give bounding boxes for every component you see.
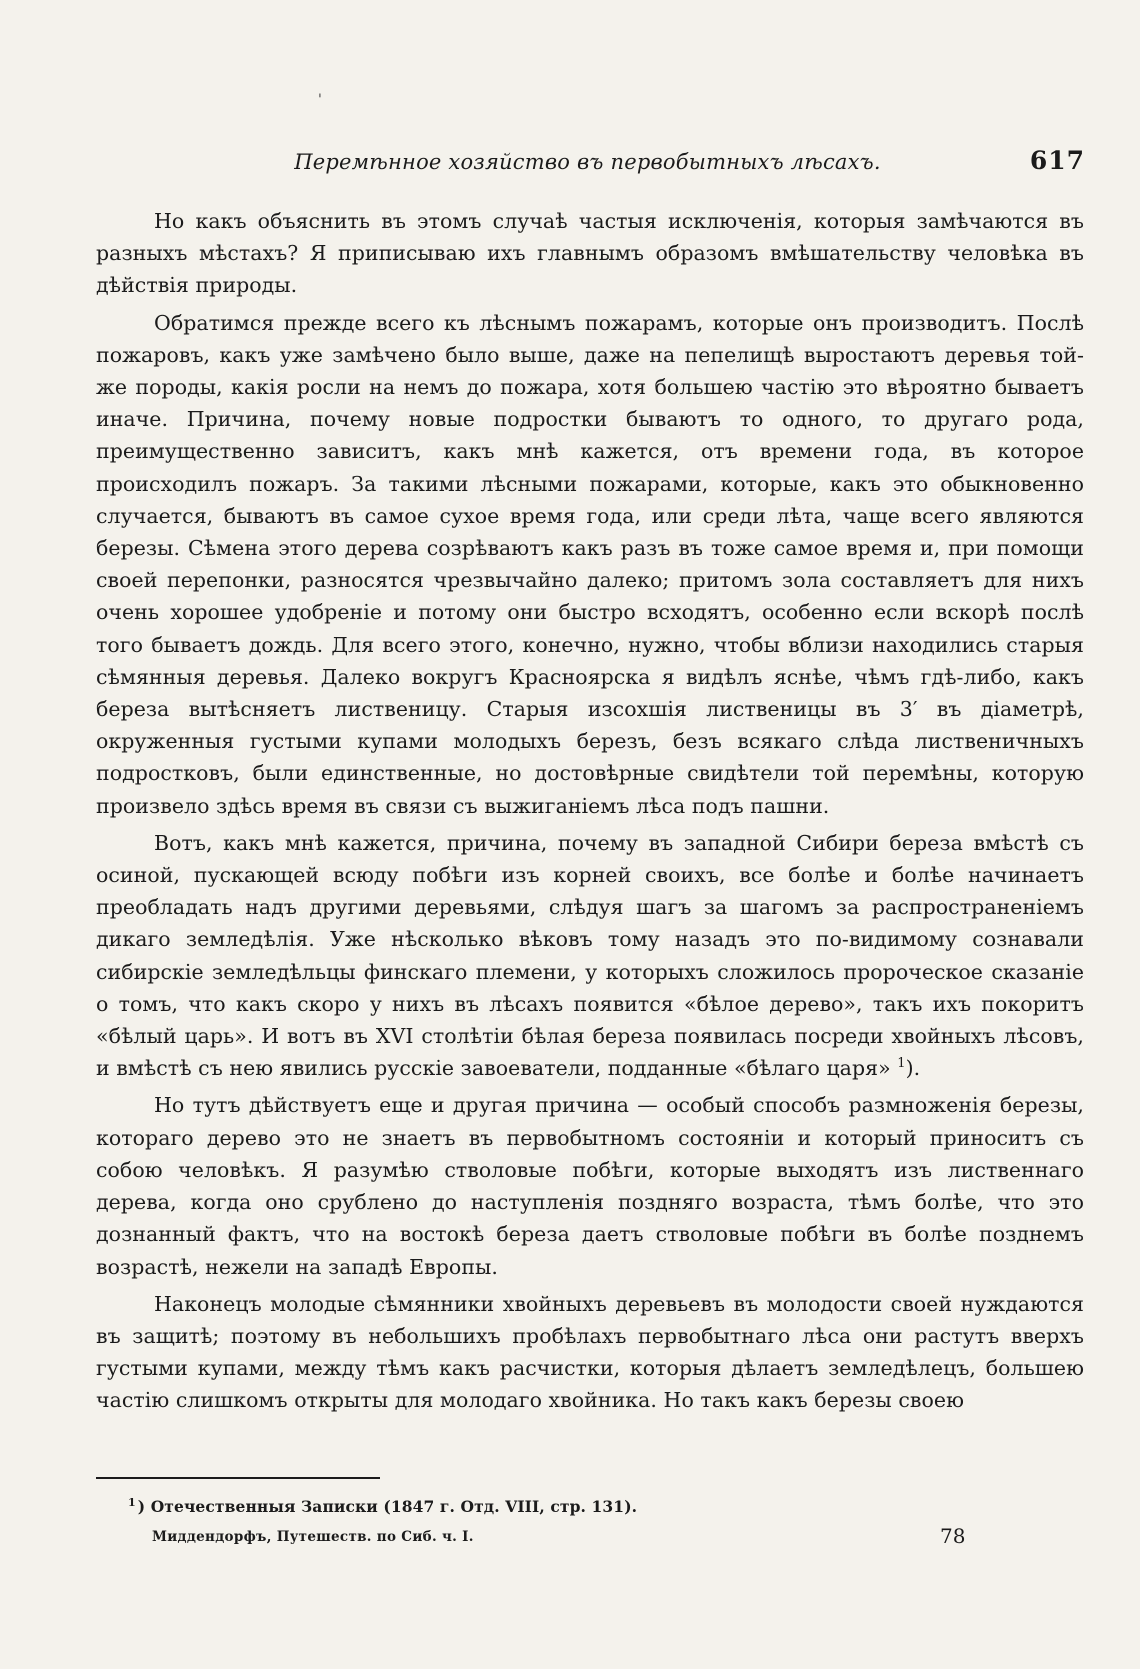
footnote-text: ) Отечественныя Записки (1847 г. Отд. VIII, стр. 131).: [137, 1497, 638, 1516]
footnote-rule: [96, 1477, 380, 1479]
running-head: [90, 146, 1085, 190]
running-title: Перемѣнное хозяйство въ первобытныхъ лѣсахъ.: [294, 150, 881, 174]
sheet-number: 78: [940, 1524, 966, 1548]
paragraph-3: [96, 827, 1084, 1085]
printer-signature: Миддендорфъ, Путешеств. по Сиб. ч. I.: [152, 1529, 474, 1545]
paragraph-4: Но тутъ дѣйствуетъ еще и другая причина — особый способъ размноженія березы, котораго дерево это не знаетъ въ первобытномъ состояніи и который приноситъ съ собою человѣкъ. Я разумѣю стволовые побѣги, которые выходятъ изъ лиственнаго дерева, когда оно срублено до наступленія поздняго возраста, тѣмъ болѣе, что это дознанный фактъ, что на востокѣ береза даетъ стволовые побѣги въ болѣе позднемъ возрастѣ, нежели на западѣ Европы.: [96, 1093, 1084, 1279]
paragraph-5: Наконецъ молодые сѣмянники хвойныхъ деревьевъ въ молодости своей нуждаются въ защитѣ; поэтому въ небольшихъ пробѣлахъ первобытнаго лѣса они растутъ вверхъ густыми купами, между тѣмъ какъ расчистки, которыя дѣлаетъ земледѣлецъ, большею частію слишкомъ открыты для молодаго хвойника. Но такъ какъ березы своею: [96, 1291, 1084, 1413]
footnote-reference[interactable]: 1: [897, 1056, 906, 1072]
paragraph-3-tail: ).: [905, 1056, 921, 1081]
body-text: [96, 205, 1084, 1422]
paragraph-2: Обратимся прежде всего къ лѣснымъ пожарамъ, которые онъ производитъ. Послѣ пожаровъ, какъ уже замѣчено было выше, даже на пепелищѣ выростаютъ деревья той-же породы, какія росли на немъ до пожара, хотя большею частію это вѣроятно бываетъ иначе. Причина, почему новые подростки бываютъ то одного, то другаго рода, преимущественно зависитъ, какъ мнѣ кажется, отъ времени года, въ которое происходилъ пожаръ. За такими лѣсными пожарами, которые, какъ это обыкновенно случается, бываютъ въ самое сухое время года, или среди лѣта, чаще всего являются березы. Сѣмена этого дерева созрѣваютъ какъ разъ въ тоже самое время и, при помощи своей перепонки, разносятся чрезвычайно далеко; притомъ зола составляетъ для нихъ очень хорошее удобреніе и потому они быстро всходятъ, особенно если вскорѣ послѣ того бываетъ дождь. Для всего этого, конечно, нужно, чтобы вблизи находились старыя сѣмянныя деревья. Далеко вокругъ Красноярска я видѣлъ яснѣе, чѣмъ гдѣ-либо, какъ береза вытѣсняетъ лиственицу. Старыя изсохшія лиственицы въ 3′ въ діаметрѣ, окруженныя густыми купами молодыхъ березъ, безъ всякаго слѣда лиственичныхъ подростковъ, были единственные, но достовѣрные свидѣтели той перемѣны, которую произвело здѣсь время въ связи съ выжиганіемъ лѣса подъ пашни.: [96, 310, 1084, 818]
paragraph-3-text: Вотъ, какъ мнѣ кажется, причина, почему въ западной Сибири береза вмѣстѣ съ осиной, пускающей всюду побѣги изъ корней своихъ, все болѣе и болѣе начинаетъ преобладать надъ другими деревьями, слѣдуя шагъ за шагомъ за распространеніемъ дикаго земледѣлія. Уже нѣсколько вѣковъ тому назадъ это по-видимому сознавали сибирскіе земледѣльцы финскаго племени, у которыхъ сложилось пророческое сказаніе о томъ, что какъ скоро у нихъ въ лѣсахъ появится «бѣлое дерево», такъ ихъ покоритъ «бѣлый царь». И вотъ въ XVI столѣтіи бѣлая береза появилась посреди хвойныхъ лѣсовъ, и вмѣстѣ съ нею явились русскіе завоеватели, подданные «бѣлаго царя»: [96, 830, 1084, 1081]
page-number: 617: [1029, 146, 1085, 175]
footnote: [128, 1497, 637, 1516]
footnote-mark: 1: [128, 1495, 136, 1509]
paragraph-1: Но какъ объяснить въ этомъ случаѣ частыя исключенія, которыя замѣчаются въ разныхъ мѣстахъ? Я приписываю ихъ главнымъ образомъ вмѣшательству человѣка въ дѣйствія природы.: [96, 209, 1084, 298]
stray-mark: ': [318, 92, 322, 108]
